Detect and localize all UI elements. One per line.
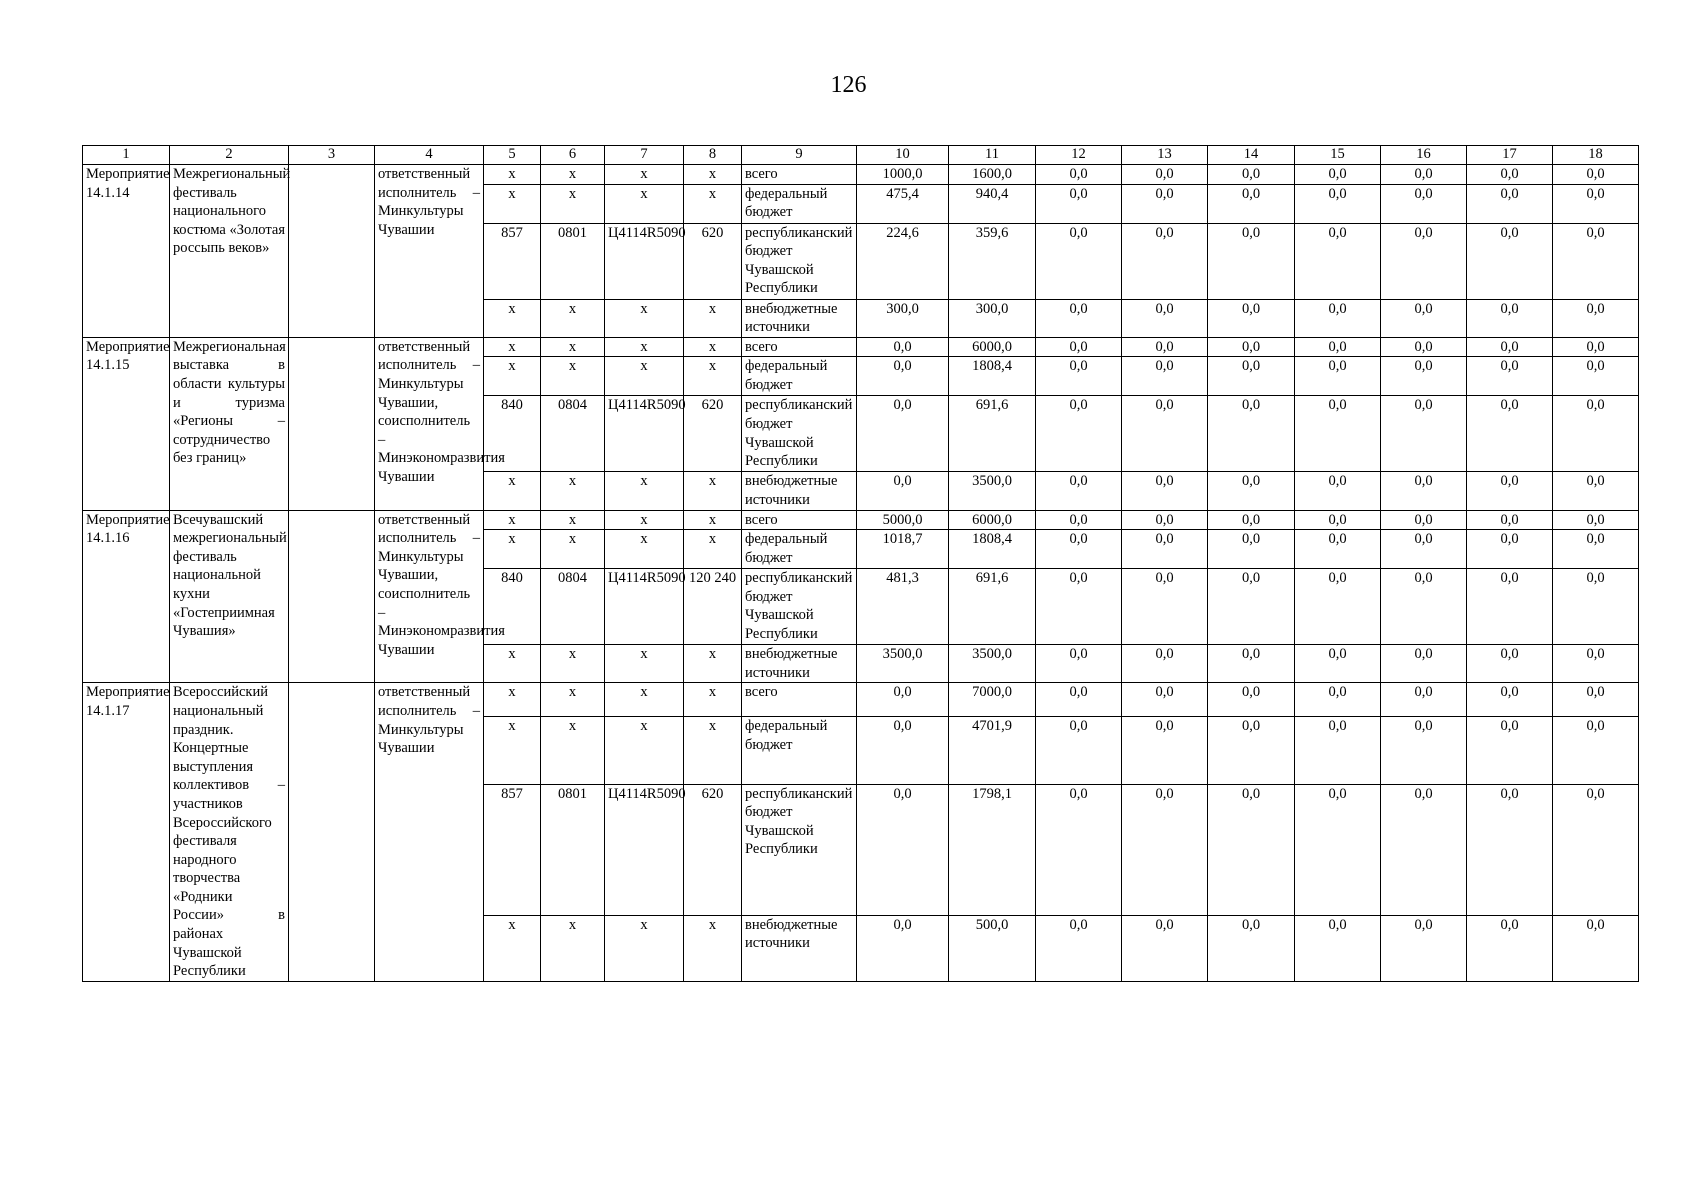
amount-cell: 0,0 <box>1295 223 1381 299</box>
section-code: 0801 <box>541 784 605 915</box>
event-number: Мероприятие 14.1.14 <box>83 165 170 338</box>
amount-cell: 0,0 <box>1122 472 1208 510</box>
expense-type-code: x <box>684 357 742 396</box>
event-number: Мероприятие 14.1.15 <box>83 337 170 510</box>
funding-source: всего <box>742 165 857 185</box>
amount-cell: 0,0 <box>1295 915 1381 981</box>
amount-cell: 0,0 <box>1467 569 1553 645</box>
event-number: Мероприятие 14.1.16 <box>83 510 170 683</box>
grbs-code: x <box>484 683 541 717</box>
grbs-code: x <box>484 184 541 223</box>
expense-type-code: x <box>684 530 742 569</box>
funding-source: внебюджетные источники <box>742 299 857 337</box>
grbs-code: x <box>484 357 541 396</box>
amount-cell: 0,0 <box>1553 683 1639 717</box>
amount-cell: 0,0 <box>857 915 949 981</box>
executor: ответственный исполнитель – Минкультуры Чувашии, соисполнитель – Минэкономразвития Чувашии <box>375 337 484 510</box>
amount-cell: 0,0 <box>1208 683 1295 717</box>
page-number: 126 <box>830 72 867 98</box>
grbs-code: x <box>484 717 541 784</box>
amount-cell: 0,0 <box>1295 530 1381 569</box>
amount-cell: 0,0 <box>1122 569 1208 645</box>
amount-cell: 0,0 <box>1553 645 1639 683</box>
target-article-code: Ц4114R5090 <box>605 223 684 299</box>
column-number: 6 <box>541 146 605 165</box>
amount-cell: 0,0 <box>1036 645 1122 683</box>
funding-source: республиканский бюджет Чувашской Республики <box>742 569 857 645</box>
grbs-code: x <box>484 337 541 357</box>
grbs-code: x <box>484 472 541 510</box>
amount-cell: 0,0 <box>1036 357 1122 396</box>
header-row <box>83 146 1639 165</box>
grbs-code: 857 <box>484 784 541 915</box>
funding-source: федеральный бюджет <box>742 184 857 223</box>
amount-cell: 0,0 <box>1553 510 1639 530</box>
amount-cell: 0,0 <box>1381 396 1467 472</box>
section-code: x <box>541 472 605 510</box>
amount-cell: 3500,0 <box>949 472 1036 510</box>
amount-cell: 0,0 <box>1122 645 1208 683</box>
amount-cell: 0,0 <box>1208 165 1295 185</box>
amount-cell: 0,0 <box>1381 645 1467 683</box>
executor: ответственный исполнитель – Минкультуры Чувашии <box>375 165 484 338</box>
amount-cell: 1808,4 <box>949 530 1036 569</box>
amount-cell: 0,0 <box>1036 510 1122 530</box>
column-number: 13 <box>1122 146 1208 165</box>
amount-cell: 0,0 <box>857 357 949 396</box>
funding-source: федеральный бюджет <box>742 717 857 784</box>
amount-cell: 0,0 <box>1295 717 1381 784</box>
expense-type-code: 620 <box>684 223 742 299</box>
amount-cell: 0,0 <box>1208 223 1295 299</box>
amount-cell: 0,0 <box>1467 299 1553 337</box>
target-article-code: Ц4114R5090 <box>605 784 684 915</box>
amount-cell: 0,0 <box>1381 223 1467 299</box>
amount-cell: 1600,0 <box>949 165 1036 185</box>
amount-cell: 0,0 <box>1553 530 1639 569</box>
col3-cell <box>289 337 375 510</box>
event-name: Всероссийский национальный праздник. Концертные выступления коллективов – участников Всероссийского фестиваля народного творчества «Родники России» в районах Чувашской Республики <box>170 683 289 982</box>
amount-cell: 0,0 <box>857 717 949 784</box>
section-code: x <box>541 299 605 337</box>
amount-cell: 0,0 <box>1295 510 1381 530</box>
amount-cell: 0,0 <box>1036 915 1122 981</box>
grbs-code: x <box>484 915 541 981</box>
amount-cell: 0,0 <box>1381 337 1467 357</box>
amount-cell: 0,0 <box>1122 357 1208 396</box>
amount-cell: 0,0 <box>1381 683 1467 717</box>
funding-source: федеральный бюджет <box>742 357 857 396</box>
amount-cell: 0,0 <box>1208 472 1295 510</box>
column-number: 2 <box>170 146 289 165</box>
amount-cell: 0,0 <box>1036 569 1122 645</box>
amount-cell: 481,3 <box>857 569 949 645</box>
amount-cell: 0,0 <box>1381 299 1467 337</box>
column-number: 17 <box>1467 146 1553 165</box>
grbs-code: x <box>484 299 541 337</box>
funding-source: республиканский бюджет Чувашской Республики <box>742 396 857 472</box>
amount-cell: 0,0 <box>1381 915 1467 981</box>
table-row <box>83 510 1639 530</box>
amount-cell: 0,0 <box>1122 184 1208 223</box>
amount-cell: 0,0 <box>1122 717 1208 784</box>
amount-cell: 0,0 <box>1122 915 1208 981</box>
amount-cell: 0,0 <box>1553 915 1639 981</box>
amount-cell: 0,0 <box>1208 915 1295 981</box>
section-code: x <box>541 337 605 357</box>
table-row <box>83 683 1639 717</box>
amount-cell: 0,0 <box>1553 784 1639 915</box>
amount-cell: 0,0 <box>1208 337 1295 357</box>
amount-cell: 0,0 <box>1208 184 1295 223</box>
section-code: x <box>541 683 605 717</box>
section-code: x <box>541 184 605 223</box>
amount-cell: 0,0 <box>1553 569 1639 645</box>
amount-cell: 7000,0 <box>949 683 1036 717</box>
grbs-code: 840 <box>484 569 541 645</box>
amount-cell: 0,0 <box>1122 784 1208 915</box>
amount-cell: 0,0 <box>1122 337 1208 357</box>
event-name: Всечувашский межрегиональный фестиваль национальной кухни «Гостеприимная Чувашия» <box>170 510 289 683</box>
amount-cell: 0,0 <box>1036 396 1122 472</box>
amount-cell: 0,0 <box>1208 645 1295 683</box>
amount-cell: 0,0 <box>1036 472 1122 510</box>
amount-cell: 0,0 <box>1208 784 1295 915</box>
expense-type-code: x <box>684 472 742 510</box>
amount-cell: 0,0 <box>1553 223 1639 299</box>
amount-cell: 0,0 <box>1295 645 1381 683</box>
amount-cell: 0,0 <box>1122 530 1208 569</box>
grbs-code: x <box>484 645 541 683</box>
target-article-code: x <box>605 357 684 396</box>
target-article-code: x <box>605 165 684 185</box>
grbs-code: x <box>484 510 541 530</box>
executor: ответственный исполнитель – Минкультуры Чувашии <box>375 683 484 982</box>
amount-cell: 0,0 <box>1381 569 1467 645</box>
grbs-code: x <box>484 165 541 185</box>
target-article-code: x <box>605 510 684 530</box>
funding-source: внебюджетные источники <box>742 915 857 981</box>
expense-type-code: x <box>684 683 742 717</box>
column-number: 16 <box>1381 146 1467 165</box>
column-number: 11 <box>949 146 1036 165</box>
amount-cell: 0,0 <box>1381 165 1467 185</box>
event-number: Мероприятие 14.1.17 <box>83 683 170 982</box>
section-code: 0804 <box>541 569 605 645</box>
section-code: x <box>541 645 605 683</box>
amount-cell: 3500,0 <box>857 645 949 683</box>
amount-cell: 0,0 <box>1036 165 1122 185</box>
funding-source: республиканский бюджет Чувашской Республики <box>742 223 857 299</box>
amount-cell: 6000,0 <box>949 510 1036 530</box>
amount-cell: 0,0 <box>1295 784 1381 915</box>
amount-cell: 0,0 <box>1467 357 1553 396</box>
amount-cell: 0,0 <box>1295 337 1381 357</box>
amount-cell: 0,0 <box>1381 530 1467 569</box>
amount-cell: 300,0 <box>857 299 949 337</box>
amount-cell: 0,0 <box>1381 357 1467 396</box>
amount-cell: 5000,0 <box>857 510 949 530</box>
amount-cell: 0,0 <box>1467 184 1553 223</box>
amount-cell: 0,0 <box>1208 357 1295 396</box>
target-article-code: x <box>605 717 684 784</box>
amount-cell: 300,0 <box>949 299 1036 337</box>
amount-cell: 0,0 <box>1381 472 1467 510</box>
amount-cell: 691,6 <box>949 396 1036 472</box>
grbs-code: x <box>484 530 541 569</box>
amount-cell: 0,0 <box>1553 396 1639 472</box>
column-number: 1 <box>83 146 170 165</box>
amount-cell: 0,0 <box>1208 530 1295 569</box>
amount-cell: 0,0 <box>1036 184 1122 223</box>
amount-cell: 0,0 <box>1553 717 1639 784</box>
amount-cell: 0,0 <box>1467 915 1553 981</box>
amount-cell: 6000,0 <box>949 337 1036 357</box>
column-number: 10 <box>857 146 949 165</box>
target-article-code: x <box>605 184 684 223</box>
amount-cell: 0,0 <box>1553 337 1639 357</box>
amount-cell: 0,0 <box>857 396 949 472</box>
section-code: x <box>541 530 605 569</box>
grbs-code: 857 <box>484 223 541 299</box>
event-name: Межрегиональная выставка в области культуры и туризма «Регионы – сотрудничество без границ» <box>170 337 289 510</box>
amount-cell: 0,0 <box>1295 472 1381 510</box>
amount-cell: 0,0 <box>1036 223 1122 299</box>
amount-cell: 0,0 <box>857 784 949 915</box>
amount-cell: 0,0 <box>857 683 949 717</box>
amount-cell: 0,0 <box>1036 717 1122 784</box>
amount-cell: 0,0 <box>1122 510 1208 530</box>
expense-type-code: 620 <box>684 396 742 472</box>
amount-cell: 0,0 <box>1467 165 1553 185</box>
amount-cell: 0,0 <box>1122 396 1208 472</box>
amount-cell: 0,0 <box>1381 784 1467 915</box>
amount-cell: 1018,7 <box>857 530 949 569</box>
amount-cell: 1000,0 <box>857 165 949 185</box>
amount-cell: 0,0 <box>1553 184 1639 223</box>
amount-cell: 0,0 <box>1467 784 1553 915</box>
amount-cell: 500,0 <box>949 915 1036 981</box>
expense-type-code: 120 240 <box>684 569 742 645</box>
column-number: 4 <box>375 146 484 165</box>
section-code: 0804 <box>541 396 605 472</box>
budget-table <box>82 145 1639 982</box>
expense-type-code: 620 <box>684 784 742 915</box>
funding-source: всего <box>742 510 857 530</box>
amount-cell: 0,0 <box>1122 683 1208 717</box>
amount-cell: 475,4 <box>857 184 949 223</box>
amount-cell: 0,0 <box>1036 299 1122 337</box>
amount-cell: 0,0 <box>1036 530 1122 569</box>
amount-cell: 0,0 <box>1381 717 1467 784</box>
section-code: x <box>541 357 605 396</box>
amount-cell: 0,0 <box>1381 510 1467 530</box>
amount-cell: 0,0 <box>1208 510 1295 530</box>
target-article-code: x <box>605 337 684 357</box>
expense-type-code: x <box>684 165 742 185</box>
amount-cell: 0,0 <box>1208 396 1295 472</box>
target-article-code: x <box>605 645 684 683</box>
expense-type-code: x <box>684 184 742 223</box>
amount-cell: 0,0 <box>857 472 949 510</box>
amount-cell: 1808,4 <box>949 357 1036 396</box>
funding-source: всего <box>742 683 857 717</box>
amount-cell: 0,0 <box>1467 472 1553 510</box>
target-article-code: x <box>605 299 684 337</box>
target-article-code: x <box>605 530 684 569</box>
executor: ответственный исполнитель – Минкультуры Чувашии, соисполнитель – Минэкономразвития Чувашии <box>375 510 484 683</box>
col3-cell <box>289 510 375 683</box>
column-number: 15 <box>1295 146 1381 165</box>
amount-cell: 0,0 <box>1553 299 1639 337</box>
amount-cell: 0,0 <box>1295 357 1381 396</box>
amount-cell: 0,0 <box>1467 530 1553 569</box>
target-article-code: Ц4114R5090 <box>605 569 684 645</box>
section-code: x <box>541 915 605 981</box>
amount-cell: 0,0 <box>1553 472 1639 510</box>
amount-cell: 0,0 <box>1381 184 1467 223</box>
amount-cell: 0,0 <box>1467 223 1553 299</box>
event-name: Межрегиональный фестиваль национального костюма «Золотая россыпь веков» <box>170 165 289 338</box>
amount-cell: 691,6 <box>949 569 1036 645</box>
amount-cell: 0,0 <box>1553 357 1639 396</box>
target-article-code: x <box>605 915 684 981</box>
amount-cell: 0,0 <box>1036 683 1122 717</box>
column-number: 9 <box>742 146 857 165</box>
amount-cell: 0,0 <box>1467 510 1553 530</box>
section-code: x <box>541 717 605 784</box>
expense-type-code: x <box>684 337 742 357</box>
funding-source: всего <box>742 337 857 357</box>
amount-cell: 0,0 <box>1553 165 1639 185</box>
amount-cell: 0,0 <box>1295 299 1381 337</box>
amount-cell: 0,0 <box>1122 165 1208 185</box>
target-article-code: x <box>605 683 684 717</box>
funding-source: федеральный бюджет <box>742 530 857 569</box>
expense-type-code: x <box>684 717 742 784</box>
column-number: 12 <box>1036 146 1122 165</box>
column-number: 7 <box>605 146 684 165</box>
funding-source: республиканский бюджет Чувашской Республики <box>742 784 857 915</box>
amount-cell: 0,0 <box>1122 223 1208 299</box>
column-number: 5 <box>484 146 541 165</box>
col3-cell <box>289 683 375 982</box>
expense-type-code: x <box>684 645 742 683</box>
amount-cell: 0,0 <box>1208 717 1295 784</box>
amount-cell: 0,0 <box>1036 337 1122 357</box>
section-code: 0801 <box>541 223 605 299</box>
amount-cell: 0,0 <box>1036 784 1122 915</box>
column-number: 8 <box>684 146 742 165</box>
target-article-code: x <box>605 472 684 510</box>
amount-cell: 0,0 <box>1295 396 1381 472</box>
amount-cell: 0,0 <box>1208 569 1295 645</box>
amount-cell: 3500,0 <box>949 645 1036 683</box>
amount-cell: 0,0 <box>1295 569 1381 645</box>
amount-cell: 0,0 <box>1208 299 1295 337</box>
column-number: 18 <box>1553 146 1639 165</box>
amount-cell: 4701,9 <box>949 717 1036 784</box>
amount-cell: 224,6 <box>857 223 949 299</box>
section-code: x <box>541 165 605 185</box>
amount-cell: 359,6 <box>949 223 1036 299</box>
grbs-code: 840 <box>484 396 541 472</box>
amount-cell: 0,0 <box>1295 184 1381 223</box>
expense-type-code: x <box>684 510 742 530</box>
amount-cell: 0,0 <box>1122 299 1208 337</box>
amount-cell: 0,0 <box>1467 717 1553 784</box>
amount-cell: 0,0 <box>1467 645 1553 683</box>
expense-type-code: x <box>684 299 742 337</box>
table-row <box>83 165 1639 185</box>
amount-cell: 0,0 <box>1295 683 1381 717</box>
amount-cell: 0,0 <box>1467 396 1553 472</box>
funding-source: внебюджетные источники <box>742 645 857 683</box>
amount-cell: 0,0 <box>1295 165 1381 185</box>
table-row <box>83 337 1639 357</box>
amount-cell: 940,4 <box>949 184 1036 223</box>
amount-cell: 1798,1 <box>949 784 1036 915</box>
funding-source: внебюджетные источники <box>742 472 857 510</box>
section-code: x <box>541 510 605 530</box>
amount-cell: 0,0 <box>1467 683 1553 717</box>
target-article-code: Ц4114R5090 <box>605 396 684 472</box>
column-number: 14 <box>1208 146 1295 165</box>
amount-cell: 0,0 <box>857 337 949 357</box>
amount-cell: 0,0 <box>1467 337 1553 357</box>
col3-cell <box>289 165 375 338</box>
column-number: 3 <box>289 146 375 165</box>
expense-type-code: x <box>684 915 742 981</box>
